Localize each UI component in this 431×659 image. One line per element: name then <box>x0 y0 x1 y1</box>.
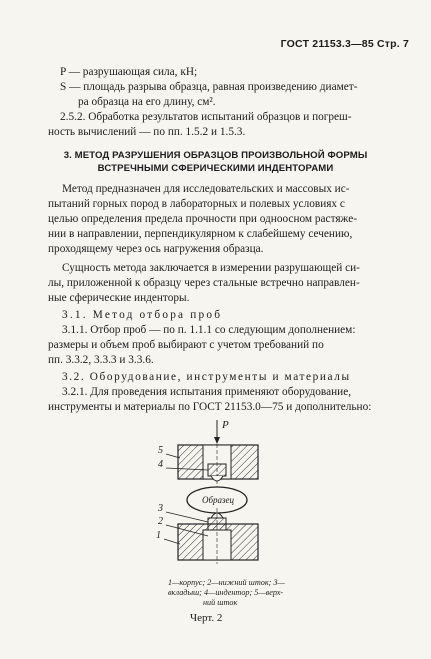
device-drawing <box>140 418 290 566</box>
intro-line4: нии в направлении, перпендикулярном к слабейшему сечению, <box>48 228 353 240</box>
paragraph-3-2-1-line2: инструменты и материалы по ГОСТ 21153.0—75 и дополнительно: <box>48 401 372 413</box>
paragraph-3-1-1-line2: размеры и объем проб выбирают с учетом требований по <box>48 339 324 351</box>
force-arrowhead <box>214 437 220 444</box>
paragraph-2-5-2-line1: 2.5.2. Обработка результатов испытаний образцов и погреш- <box>60 111 352 123</box>
part-number-5: 5 <box>158 445 163 456</box>
definition-s-line2: ра образца на его длину, см². <box>78 96 216 108</box>
intro-line2: пытаний горных пород в лабораторных и полевых условиях с <box>48 198 345 210</box>
force-label: P <box>222 419 229 431</box>
page-header: ГОСТ 21153.3—85 Стр. 7 <box>280 38 409 50</box>
section-title-line2: ВСТРЕЧНЫМИ СФЕРИЧЕСКИМИ ИНДЕНТОРАМИ <box>97 163 334 174</box>
part-number-1: 1 <box>156 530 161 541</box>
intro-line3: целью определения предела прочности при одноосном растяже- <box>48 213 357 225</box>
figure-title: Черт. 2 <box>190 612 223 624</box>
intro-line1: Метод предназначен для исследовательских и массовых ис- <box>62 183 350 195</box>
section-3-2-title: 3.2. Оборудование, инструменты и материалы <box>62 371 351 383</box>
sample-label: Образец <box>202 495 235 505</box>
definition-s-line1: S — площадь разрыва образца, равная произведению диамет- <box>60 81 358 93</box>
paragraph-3-1-1-line1: 3.1.1. Отбор проб — по п. 1.1.1 со следующим дополнением: <box>62 324 356 336</box>
figure-caption-line3: ний шток <box>203 598 238 607</box>
definition-p: P — разрушающая сила, кН; <box>60 66 198 78</box>
figure-caption-line2: вкладыш; 4—индентор; 5—верх- <box>168 588 284 597</box>
section-title-line1: 3. МЕТОД РАЗРУШЕНИЯ ОБРАЗЦОВ ПРОИЗВОЛЬНОЙ ФОРМЫ <box>63 150 368 161</box>
essence-line2: лы, приложенной к образцу через стальные встречно направлен- <box>48 277 360 289</box>
part-number-4: 4 <box>158 459 163 470</box>
figure-caption-line1: 1—корпус; 2—нижний шток; 3— <box>168 578 285 587</box>
paragraph-3-1-1-line3: пп. 3.3.2, 3.3.3 и 3.3.6. <box>48 354 154 366</box>
intro-line5: проходящему через ось нагружения образца. <box>48 243 264 255</box>
paragraph-3-2-1-line1: 3.2.1. Для проведения испытания применяют оборудование, <box>62 386 352 398</box>
part-number-3: 3 <box>158 503 163 514</box>
leader-3 <box>166 512 208 522</box>
upper-indenter <box>211 476 223 481</box>
essence-line1: Сущность метода заключается в измерении разрушающей си- <box>62 262 360 274</box>
upper-insert <box>208 464 226 476</box>
section-3-1-title: 3.1. Метод отбора проб <box>62 309 223 321</box>
paragraph-2-5-2-line2: ность вычислений — по пп. 1.5.2 и 1.5.3. <box>48 126 246 138</box>
part-number-2: 2 <box>158 516 163 527</box>
essence-line3: ные сферические инденторы. <box>48 292 190 304</box>
